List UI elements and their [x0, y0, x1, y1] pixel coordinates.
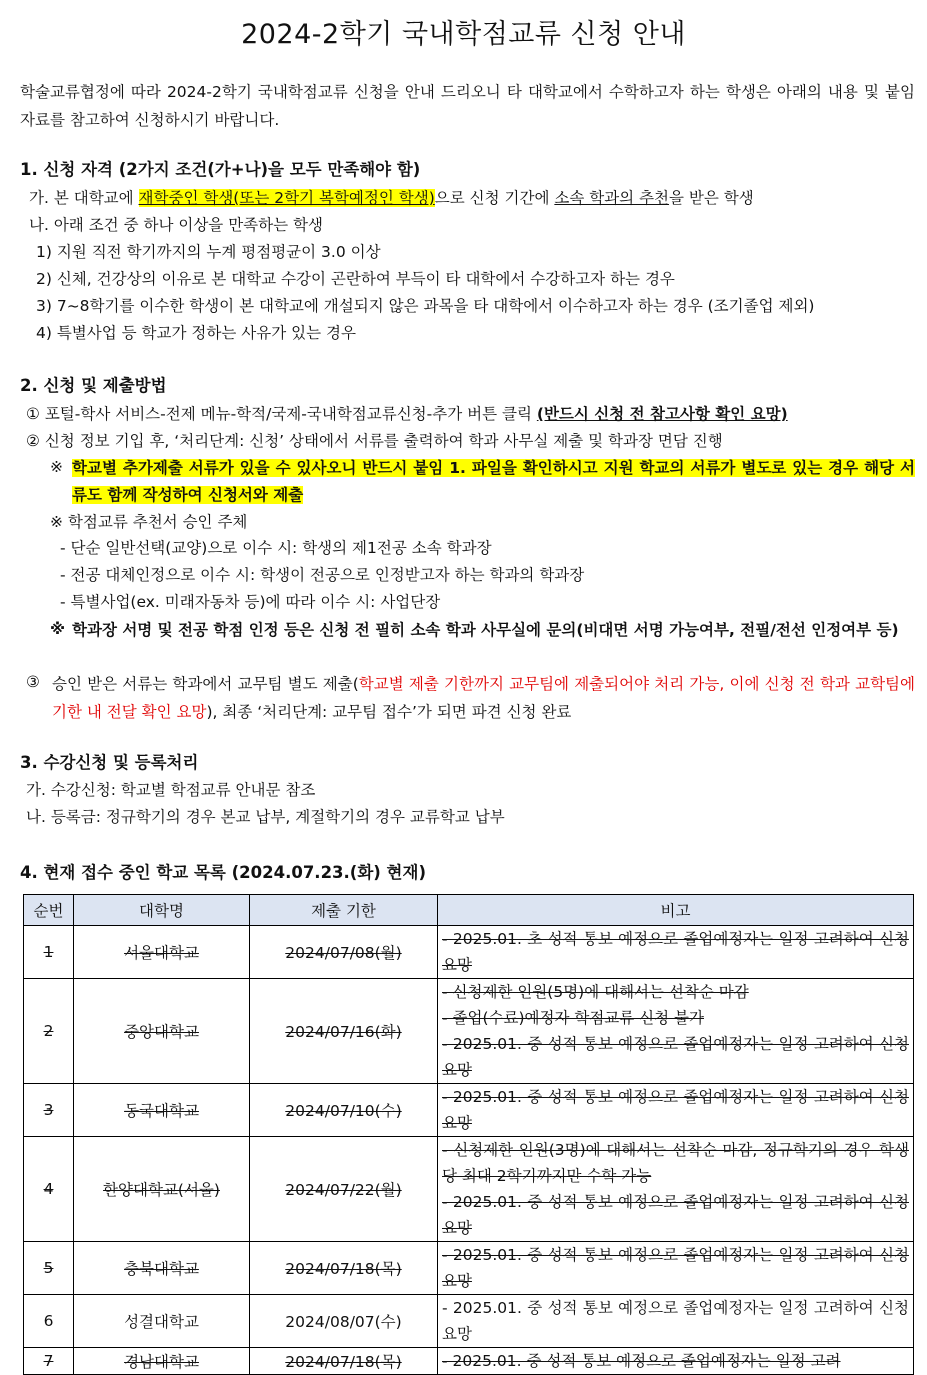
step-2: ② 신청 정보 기입 후, ‘처리단계: 신청’ 상태에서 서류를 출력하여 학과 사무실 제출 및 학과장 면담 진행 [26, 432, 723, 450]
header-no: 순번 [24, 895, 74, 926]
note-additional-documents [50, 455, 915, 509]
cell-no: 2 [24, 979, 74, 1084]
note-1-highlight: 학교별 추가제출 서류가 있을 수 있사오니 반드시 붙임 1. 파일을 확인하시고 지원 학교의 서류가 별도로 있는 경우 해당 서류도 함께 작성하여 신청서와 제출 [72, 459, 915, 504]
condition-item: 1) 지원 직전 학기까지의 누계 평점평균이 3.0 이상 [36, 243, 381, 261]
remark-line: - 2025.01. 중 성적 통보 예정으로 졸업예정자는 일정 고려하여 신청 요망 [442, 1088, 909, 1132]
header-university: 대학명 [74, 895, 250, 926]
cell-deadline: 2024/08/07(수) [250, 1295, 438, 1348]
condition-item: 4) 특별사업 등 학교가 정하는 사유가 있는 경우 [36, 324, 356, 342]
note-approval-subject: ※ 학점교류 추천서 승인 주체 [50, 513, 248, 531]
cell-university: 중앙대학교 [74, 979, 250, 1084]
remark-line: - 2025.01. 중 성적 통보 예정으로 졸업예정자는 일정 고려하여 신청 요망 [442, 1035, 909, 1079]
ga-underline: 소속 학과의 추천 [554, 189, 670, 207]
table-row [24, 1242, 914, 1295]
cell-remarks [438, 979, 914, 1084]
cell-remarks [438, 1137, 914, 1242]
approval-dash-item: - 전공 대체인정으로 이수 시: 학생이 전공으로 인정받고자 하는 학과의 학과장 [60, 566, 585, 584]
cell-deadline: 2024/07/08(월) [250, 926, 438, 979]
cell-remarks [438, 1242, 914, 1295]
cell-no: 3 [24, 1084, 74, 1137]
cell-no: 6 [24, 1295, 74, 1348]
cell-university: 충북대학교 [74, 1242, 250, 1295]
step-3 [26, 670, 915, 726]
note-3-text: 학과장 서명 및 전공 학점 인정 등은 신청 전 필히 소속 학과 사무실에 문의(비대면 서명 가능여부, 전필/전선 인정여부 등) [72, 621, 899, 639]
cell-remarks [438, 926, 914, 979]
remark-line: - 졸업(수료)예정자 학점교류 신청 불가 [442, 1009, 704, 1027]
school-list-table [23, 894, 914, 1375]
remark-line: - 2025.01. 중 성적 통보 예정으로 졸업예정자는 일정 고려 [442, 1352, 841, 1370]
cell-remarks [438, 1295, 914, 1348]
cell-deadline: 2024/07/18(목) [250, 1242, 438, 1295]
remark-line: - 신청제한 인원(5명)에 대해서는 선착순 마감 [442, 983, 749, 1001]
intro-paragraph: 학술교류협정에 따라 2024-2학기 국내학점교류 신청을 안내 드리오니 타 대학교에서 수학하고자 하는 학생은 아래의 내용 및 붙임 자료를 참고하여 신청하시기 바랍니다. [20, 83, 915, 129]
cell-no: 5 [24, 1242, 74, 1295]
approval-dash-item: - 단순 일반선택(교양)으로 이수 시: 학생의 제1전공 소속 학과장 [60, 539, 492, 557]
step-3-text-b: ), 최종 ‘처리단계: 교무팀 접수’가 되면 파견 신청 완료 [206, 703, 572, 721]
section-2-heading: 2. 신청 및 제출방법 [20, 376, 167, 395]
table-row [24, 1295, 914, 1348]
step-3-mark: ③ [26, 673, 40, 691]
table-row [24, 1348, 914, 1375]
cell-deadline: 2024/07/10(수) [250, 1084, 438, 1137]
section-1-na: 나. 아래 조건 중 하나 이상을 만족하는 학생 [29, 216, 323, 234]
step-1 [26, 402, 788, 426]
header-remarks: 비고 [438, 895, 914, 926]
ga-prefix: 가. 본 대학교에 [29, 189, 139, 207]
cell-remarks [438, 1084, 914, 1137]
cell-university: 한양대학교(서울) [74, 1137, 250, 1242]
cell-no: 1 [24, 926, 74, 979]
page-title: 2024-2학기 국내학점교류 신청 안내 [241, 19, 686, 50]
section-4-heading: 4. 현재 접수 중인 학교 목록 (2024.07.23.(화) 현재) [20, 863, 426, 882]
cell-deadline: 2024/07/18(목) [250, 1348, 438, 1375]
remark-line: - 신청제한 인원(3명)에 대해서는 선착순 마감, 정규학기의 경우 학생당 최대 2학기까지만 수학 가능 [442, 1141, 909, 1185]
cell-no: 4 [24, 1137, 74, 1242]
step-3-red-text: 학교별 제출 기한까지 교무팀에 제출되어야 처리 가능, 이에 신청 전 학과 교학팀에 기한 내 전달 확인 요망 [52, 675, 915, 721]
ga-mid: 으로 신청 기간에 [434, 189, 555, 207]
cell-university: 성결대학교 [74, 1295, 250, 1348]
remark-line: - 2025.01. 중 성적 통보 예정으로 졸업예정자는 일정 고려하여 신청 요망 [442, 1193, 909, 1237]
step-1-text: ① 포털-학사 서비스-전제 메뉴-학적/국제-국내학점교류신청-추가 버튼 클릭 [26, 405, 537, 423]
table-row [24, 1084, 914, 1137]
section-1-ga [29, 186, 754, 210]
remark-line: - 2025.01. 중 성적 통보 예정으로 졸업예정자는 일정 고려하여 신청 요망 [442, 1246, 909, 1290]
table-header-row [24, 895, 914, 926]
condition-item: 3) 7~8학기를 이수한 학생이 본 대학교에 개설되지 않은 과목을 타 대학에서 이수하고자 하는 경우 (조기졸업 제외) [36, 297, 815, 315]
condition-item: 2) 신체, 건강상의 이유로 본 대학교 수강이 곤란하여 부득이 타 대학에서 수강하고자 하는 경우 [36, 270, 675, 288]
section-3-na: 나. 등록금: 정규학기의 경우 본교 납부, 계절학기의 경우 교류학교 납부 [26, 808, 505, 826]
approval-dash-item: - 특별사업(ex. 미래자동차 등)에 따라 이수 시: 사업단장 [60, 593, 441, 611]
section-3-heading: 3. 수강신청 및 등록처리 [20, 753, 199, 772]
remark-line: - 2025.01. 초 성적 통보 예정으로 졸업예정자는 일정 고려하여 신청 요망 [442, 930, 909, 974]
cell-university: 경남대학교 [74, 1348, 250, 1375]
table-row [24, 979, 914, 1084]
remark-line: - 2025.01. 중 성적 통보 예정으로 졸업예정자는 일정 고려하여 신청 요망 [442, 1299, 909, 1343]
header-deadline: 제출 기한 [250, 895, 438, 926]
ga-suffix: 을 받은 학생 [669, 189, 754, 207]
cell-university: 서울대학교 [74, 926, 250, 979]
table-row [24, 926, 914, 979]
note-department-inquiry [50, 617, 915, 644]
note-mark: ※ [50, 458, 63, 476]
cell-no: 7 [24, 1348, 74, 1375]
cell-university: 동국대학교 [74, 1084, 250, 1137]
section-3-ga: 가. 수강신청: 학교별 학점교류 안내문 참조 [26, 781, 316, 799]
ga-highlight: 재학중인 학생(또는 2학기 복학예정인 학생) [138, 189, 435, 207]
section-1-heading: 1. 신청 자격 (2가지 조건(가+나)을 모두 만족해야 함) [20, 160, 421, 179]
table-row [24, 1137, 914, 1242]
cell-remarks [438, 1348, 914, 1375]
cell-deadline: 2024/07/22(월) [250, 1137, 438, 1242]
cell-deadline: 2024/07/16(화) [250, 979, 438, 1084]
note-mark: ※ [50, 620, 66, 638]
step-1-emphasis: (반드시 신청 전 참고사항 확인 요망) [536, 405, 788, 423]
step-3-text-a: 승인 받은 서류는 학과에서 교무팀 별도 제출( [52, 675, 359, 693]
